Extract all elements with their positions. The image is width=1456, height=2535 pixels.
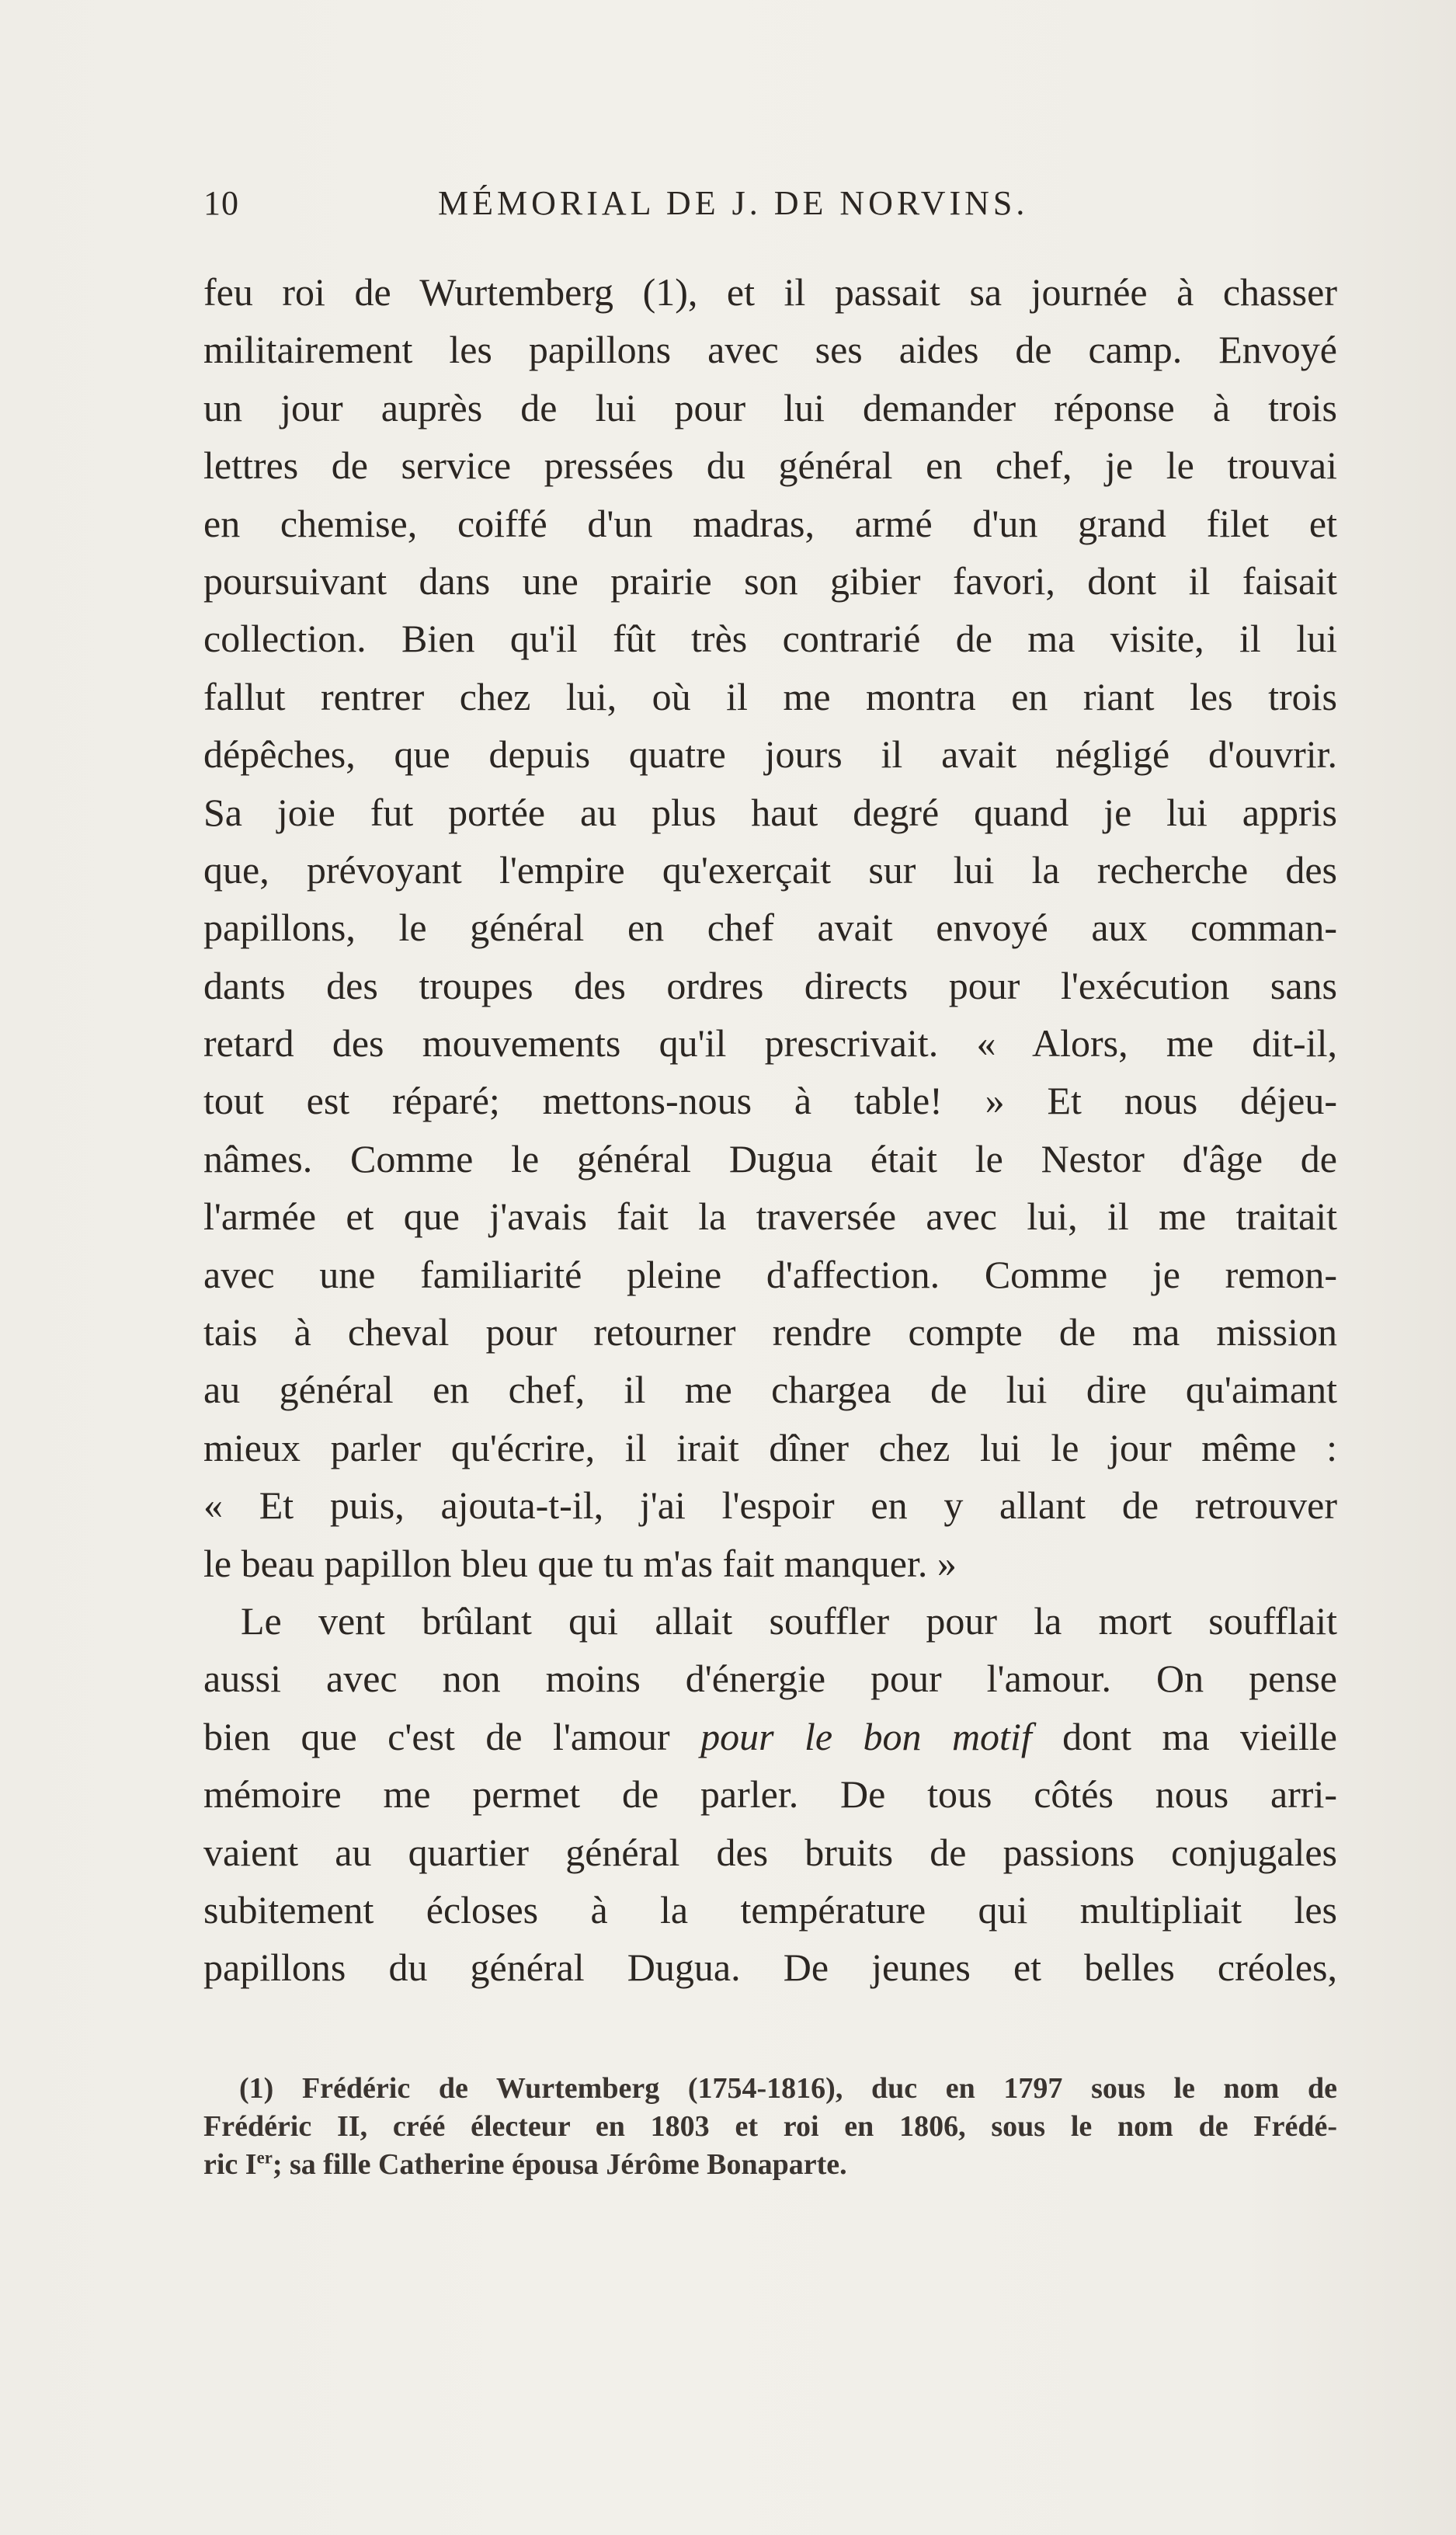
text-line: papillons, le général en chef avait envoyé aux comman-: [203, 906, 1337, 950]
ordinal-superscript: er: [256, 2147, 273, 2168]
text-line: Sa joie fut portée au plus haut degré quand je lui appris: [203, 790, 1337, 834]
text-line: dants des troupes des ordres directs pour l'exécution sans: [203, 963, 1337, 1007]
text-line: retard des mouvements qu'il prescrivait. « Alors, me dit-il,: [203, 1021, 1337, 1066]
footnote-line: Frédéric II, créé électeur en 1803 et roi en 1806, sous le nom de Frédé-: [203, 2110, 1337, 2143]
footnote: [203, 2070, 1337, 2184]
text-line: aussi avec non moins d'énergie pour l'amour. On pense: [203, 1657, 1337, 1701]
italic-text-line: [203, 1708, 1337, 1765]
text-line: un jour auprès de lui pour lui demander réponse à trois: [203, 385, 1337, 429]
text-line: nâmes. Comme le général Dugua était le Nestor d'âge de: [203, 1136, 1337, 1181]
text-line: mieux parler qu'écrire, il irait dîner chez lui le jour même :: [203, 1425, 1337, 1469]
footnote-line: [203, 2146, 1337, 2184]
text-line: l'armée et que j'avais fait la traversée avec lui, il me traitait: [203, 1194, 1337, 1239]
running-title: MÉMORIAL DE J. DE NORVINS.: [438, 184, 1029, 222]
footnote-line-end: ; sa fille Catherine épousa Jérôme Bonaparte.: [272, 2148, 847, 2181]
footnote-line: (1) Frédéric de Wurtemberg (1754-1816), duc en 1797 sous le nom de: [239, 2072, 1337, 2105]
text-line: le beau papillon bleu que tu m'as fait manquer. »: [203, 1541, 957, 1585]
italic-line-after: dont ma vieille: [1031, 1714, 1337, 1758]
page-header: [203, 183, 1337, 230]
text-line: lettres de service pressées du général en chef, je le trouvai: [203, 443, 1337, 488]
text-line: poursuivant dans une prairie son gibier favori, dont il faisait: [203, 558, 1337, 603]
text-line: subitement écloses à la température qui multipliait les: [203, 1887, 1337, 1932]
text-line: en chemise, coiffé d'un madras, armé d'un grand filet et: [203, 501, 1337, 545]
text-line: tout est réparé; mettons-nous à table! » Et nous déjeu-: [203, 1079, 1337, 1123]
text-line: collection. Bien qu'il fût très contrarié de ma visite, il lui: [203, 617, 1337, 661]
footnote-line-start: ric I: [203, 2148, 257, 2181]
text-line: au général en chef, il me chargea de lui dire qu'aimant: [203, 1368, 1337, 1412]
italic-line-before: bien que c'est de l'amour: [203, 1714, 701, 1758]
paragraph-start-line: Le vent brûlant qui allait souffler pour la mort soufflait: [241, 1598, 1337, 1643]
text-line: papillons du général Dugua. De jeunes et belles créoles,: [203, 1946, 1337, 1990]
text-line: feu roi de Wurtemberg (1), et il passait sa journée à chasser: [203, 270, 1337, 314]
text-line: mémoire me permet de parler. De tous côtés nous arri-: [203, 1772, 1337, 1817]
text-line: « Et puis, ajouta-t-il, j'ai l'espoir en y allant de retrouver: [203, 1483, 1337, 1528]
page-number: 10: [203, 184, 239, 222]
text-line: tais à cheval pour retourner rendre compte de ma mission: [203, 1310, 1337, 1354]
main-text: [203, 263, 1337, 1997]
text-line: dépêches, que depuis quatre jours il avait négligé d'ouvrir.: [203, 732, 1337, 777]
text-line: avec une familiarité pleine d'affection. Comme je remon-: [203, 1252, 1337, 1296]
text-line: vaient au quartier général des bruits de passions conjugales: [203, 1830, 1337, 1874]
text-line: que, prévoyant l'empire qu'exerçait sur lui la recherche des: [203, 847, 1337, 892]
italic-phrase: pour le bon motif: [700, 1714, 1032, 1758]
text-line: fallut rentrer chez lui, où il me montra en riant les trois: [203, 674, 1337, 718]
text-line: militairement les papillons avec ses aides de camp. Envoyé: [203, 328, 1337, 372]
